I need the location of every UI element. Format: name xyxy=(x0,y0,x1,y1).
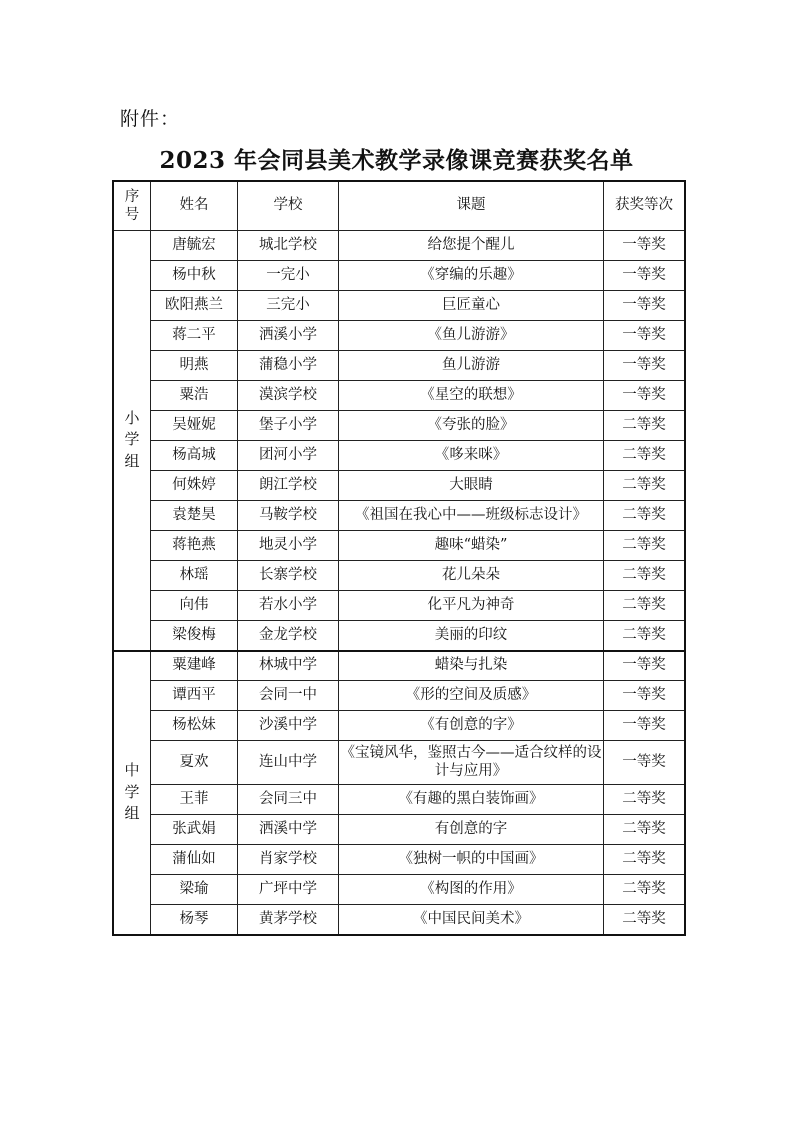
name-cell: 杨松妹 xyxy=(151,711,238,741)
award-cell: 一等奖 xyxy=(604,741,686,785)
table-row xyxy=(113,785,685,815)
name-cell: 夏欢 xyxy=(151,741,238,785)
school-cell: 城北学校 xyxy=(238,231,339,261)
topic-cell: 化平凡为神奇 xyxy=(339,591,604,621)
document-title: 2023 年会同县美术教学录像课竞赛获奖名单 xyxy=(159,147,634,174)
award-cell: 二等奖 xyxy=(604,441,686,471)
table-row xyxy=(113,591,685,621)
award-cell: 二等奖 xyxy=(604,561,686,591)
school-cell: 洒溪小学 xyxy=(238,321,339,351)
table-row xyxy=(113,531,685,561)
name-cell: 张武娟 xyxy=(151,815,238,845)
award-cell: 二等奖 xyxy=(604,471,686,501)
award-cell: 二等奖 xyxy=(604,621,686,651)
award-cell: 二等奖 xyxy=(604,875,686,905)
middle-group-body xyxy=(113,651,685,935)
topic-cell: 鱼儿游游 xyxy=(339,351,604,381)
school-cell: 漠滨学校 xyxy=(238,381,339,411)
header-topic: 课题 xyxy=(339,181,604,231)
primary-group-body xyxy=(113,231,685,651)
name-cell: 梁瑜 xyxy=(151,875,238,905)
award-cell: 二等奖 xyxy=(604,531,686,561)
name-cell: 粟浩 xyxy=(151,381,238,411)
award-cell: 二等奖 xyxy=(604,411,686,441)
school-cell: 沙溪中学 xyxy=(238,711,339,741)
topic-cell: 《鱼儿游游》 xyxy=(339,321,604,351)
topic-cell: 《有趣的黑白装饰画》 xyxy=(339,785,604,815)
table-row xyxy=(113,815,685,845)
topic-cell: 《星空的联想》 xyxy=(339,381,604,411)
table-row xyxy=(113,905,685,935)
school-cell: 广坪中学 xyxy=(238,875,339,905)
name-cell: 蒋艳燕 xyxy=(151,531,238,561)
school-cell: 金龙学校 xyxy=(238,621,339,651)
table-row xyxy=(113,291,685,321)
topic-cell: 蜡染与扎染 xyxy=(339,651,604,681)
school-cell: 若水小学 xyxy=(238,591,339,621)
middle-group-label: 中学组 xyxy=(113,651,151,935)
name-cell: 王菲 xyxy=(151,785,238,815)
table-row xyxy=(113,845,685,875)
topic-cell: 花儿朵朵 xyxy=(339,561,604,591)
school-cell: 一完小 xyxy=(238,261,339,291)
table-row xyxy=(113,411,685,441)
table-row xyxy=(113,501,685,531)
header-seq: 序号 xyxy=(113,181,151,231)
table-header xyxy=(113,181,685,231)
award-cell: 一等奖 xyxy=(604,651,686,681)
name-cell: 欧阳燕兰 xyxy=(151,291,238,321)
topic-cell: 大眼睛 xyxy=(339,471,604,501)
header-row xyxy=(113,181,685,231)
award-cell: 二等奖 xyxy=(604,501,686,531)
table-row xyxy=(113,711,685,741)
topic-cell: 《夸张的脸》 xyxy=(339,411,604,441)
award-cell: 二等奖 xyxy=(604,815,686,845)
table-row xyxy=(113,441,685,471)
table-row xyxy=(113,621,685,651)
award-roster-table xyxy=(112,180,686,936)
table-row xyxy=(113,381,685,411)
table-row xyxy=(113,651,685,681)
header-name: 姓名 xyxy=(151,181,238,231)
topic-cell: 有创意的字 xyxy=(339,815,604,845)
table-row xyxy=(113,561,685,591)
school-cell: 地灵小学 xyxy=(238,531,339,561)
topic-cell: 给您提个醒儿 xyxy=(339,231,604,261)
school-cell: 林城中学 xyxy=(238,651,339,681)
topic-cell: 《形的空间及质感》 xyxy=(339,681,604,711)
school-cell: 蒲稳小学 xyxy=(238,351,339,381)
header-school: 学校 xyxy=(238,181,339,231)
topic-cell: 《独树一帜的中国画》 xyxy=(339,845,604,875)
award-cell: 一等奖 xyxy=(604,681,686,711)
name-cell: 梁俊梅 xyxy=(151,621,238,651)
name-cell: 袁楚昊 xyxy=(151,501,238,531)
topic-cell: 《穿编的乐趣》 xyxy=(339,261,604,291)
name-cell: 明燕 xyxy=(151,351,238,381)
table-row xyxy=(113,261,685,291)
primary-group-label: 小学组 xyxy=(113,231,151,651)
topic-cell: 《宝镜风华，鉴照古今——适合纹样的设计与应用》 xyxy=(339,741,604,785)
school-cell: 长寨学校 xyxy=(238,561,339,591)
topic-cell: 《构图的作用》 xyxy=(339,875,604,905)
award-cell: 二等奖 xyxy=(604,905,686,935)
school-cell: 会同三中 xyxy=(238,785,339,815)
topic-cell: 《中国民间美术》 xyxy=(339,905,604,935)
school-cell: 三完小 xyxy=(238,291,339,321)
name-cell: 林瑶 xyxy=(151,561,238,591)
name-cell: 向伟 xyxy=(151,591,238,621)
topic-cell: 《有创意的字》 xyxy=(339,711,604,741)
table-row xyxy=(113,681,685,711)
name-cell: 吴娅妮 xyxy=(151,411,238,441)
attachment-label: 附件： xyxy=(120,108,181,130)
name-cell: 蒋二平 xyxy=(151,321,238,351)
name-cell: 杨高城 xyxy=(151,441,238,471)
name-cell: 蒲仙如 xyxy=(151,845,238,875)
school-cell: 洒溪中学 xyxy=(238,815,339,845)
school-cell: 堡子小学 xyxy=(238,411,339,441)
name-cell: 粟建峰 xyxy=(151,651,238,681)
name-cell: 唐毓宏 xyxy=(151,231,238,261)
topic-cell: 巨匠童心 xyxy=(339,291,604,321)
table-row xyxy=(113,471,685,501)
topic-cell: 《哆来咪》 xyxy=(339,441,604,471)
school-cell: 朗江学校 xyxy=(238,471,339,501)
award-cell: 二等奖 xyxy=(604,845,686,875)
school-cell: 黄茅学校 xyxy=(238,905,339,935)
name-cell: 何姝婷 xyxy=(151,471,238,501)
table-row xyxy=(113,351,685,381)
award-cell: 一等奖 xyxy=(604,381,686,411)
school-cell: 肖家学校 xyxy=(238,845,339,875)
award-cell: 一等奖 xyxy=(604,291,686,321)
header-award: 获奖等次 xyxy=(604,181,686,231)
table-row xyxy=(113,231,685,261)
award-cell: 一等奖 xyxy=(604,261,686,291)
table-row xyxy=(113,875,685,905)
award-cell: 一等奖 xyxy=(604,711,686,741)
award-cell: 二等奖 xyxy=(604,785,686,815)
name-cell: 谭西平 xyxy=(151,681,238,711)
name-cell: 杨中秋 xyxy=(151,261,238,291)
school-cell: 连山中学 xyxy=(238,741,339,785)
topic-cell: 趣味“蜡染” xyxy=(339,531,604,561)
topic-cell: 美丽的印纹 xyxy=(339,621,604,651)
award-cell: 一等奖 xyxy=(604,351,686,381)
school-cell: 会同一中 xyxy=(238,681,339,711)
award-cell: 一等奖 xyxy=(604,321,686,351)
school-cell: 团河小学 xyxy=(238,441,339,471)
name-cell: 杨琴 xyxy=(151,905,238,935)
award-cell: 二等奖 xyxy=(604,591,686,621)
table-row xyxy=(113,741,685,785)
topic-cell: 《祖国在我心中——班级标志设计》 xyxy=(339,501,604,531)
award-cell: 一等奖 xyxy=(604,231,686,261)
school-cell: 马鞍学校 xyxy=(238,501,339,531)
table-row xyxy=(113,321,685,351)
